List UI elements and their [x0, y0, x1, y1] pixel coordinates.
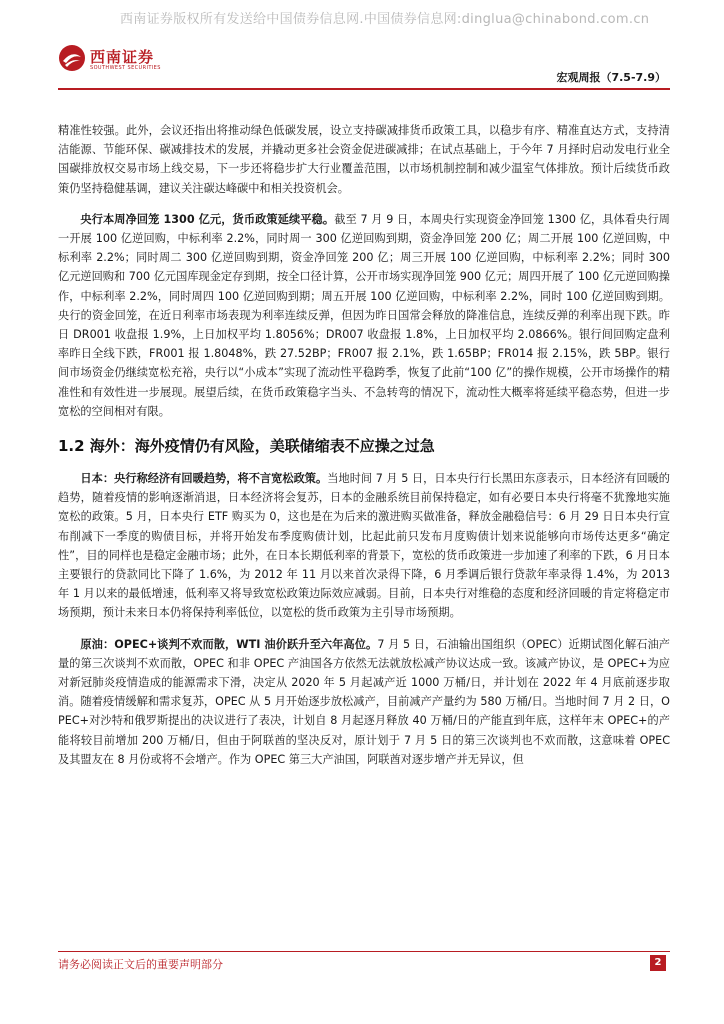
page-number: 2 — [650, 955, 666, 971]
header-divider — [58, 88, 670, 90]
section-heading: 1.2 海外：海外疫情仍有风险，美联储缩表不应操之过急 — [58, 437, 435, 456]
paragraph-lead: 原油：OPEC+谈判不欢而散，WTI 油价跃升至六年高位。 — [80, 637, 378, 651]
paragraph-open-market — [58, 210, 670, 421]
paragraph-oil — [58, 635, 670, 769]
paragraph-lead: 央行本周净回笼 1300 亿元，货币政策延续平稳。 — [80, 212, 335, 226]
watermark: 西南证券版权所有发送给中国债券信息网.中国债券信息网:dinglua@chinabond.com.cn — [120, 12, 650, 27]
report-body — [58, 121, 670, 769]
logo-name-cn: 西南证券 — [90, 48, 155, 66]
report-title: 宏观周报（7.5-7.9） — [556, 71, 666, 84]
paragraph-text: 7 月 5 日，石油输出国组织（OPEC）近期试图化解石油产量的第三次谈判不欢而散，OPEC 和非 OPEC 产油国各方依然无法就放松减产协议达成一致。该减产协议，是 OPEC+为应对新冠肺炎疫情造成的能源需求下滑，决定从 2020 年 5 月起减产近 1000 万桶/日，并计划在 2022 年 4 月底前逐步取消。随着疫情缓解和需求复苏，OPEC 从 5 月开始逐步放松减产，目前减产产量约为 580 万桶/日。当地时间 7 月 2 日，OPEC+对沙特和俄罗斯提出的决议进行了表决，计划自 8 月起逐月释放 40 万桶/日的产能直到年底，这样年末 OPEC+的产能将较目前增加 200 万桶/日，但由于阿联酋的坚决反对，原计划于 7 月 5 日的第三次谈判也不欢而散，这意味着 OPEC 及其盟友在 8 月份或将不会增产。作为 OPEC 第三大产油国，阿联酋对逐步增产并无异议，但 — [58, 637, 670, 766]
paragraph-lead: 日本：央行称经济有回暖趋势，将不言宽松政策。 — [80, 472, 328, 486]
paragraph-green-policy: 精准性较强。此外，会议还指出将推动绿色低碳发展，设立支持碳减排货币政策工具，以稳步有序、精准直达方式，支持清洁能源、节能环保、碳减排技术的发展，并撬动更多社会资金促进碳减排；在试点基础上，于今年 7 月择时启动发电行业全国碳排放权交易市场上线交易，下一步还将稳步扩大行业覆盖范围，以市场机制控制和减少温室气体排放。预计后续货币政策仍坚持稳健基调，建议关注碳达峰碳中和相关投资机会。 — [58, 124, 670, 195]
footer-divider — [58, 951, 670, 952]
paragraph-text: 截至 7 月 9 日，本周央行实现资金净回笼 1300 亿，具体看央行周一开展 100 亿逆回购，中标利率 2.2%，同时周一 300 亿逆回购到期，资金净回笼 200 亿；周二开展 100 亿逆回购，中标利率 2.2%；同时周二 300 亿逆回购到期，资金净回笼 200 亿；周三开展 100 亿逆回购，中标利率 2.2%；同时 300 亿元逆回购和 700 亿元国库现金定存到期，按全口径计算，公开市场实现净回笼 900 亿元；周四开展了 100 亿元逆回购操作，中标利率 2.2%，同时周四 100 亿逆回购到期；周五开展 100 亿逆回购，中标利率 2.2%，同时 100 亿逆回购到期。央行的资金回笼，在近日利率市场表现为利率连续反弹，但因为昨日国常会释放的降准信息，连续反弹的利率出现下跌。昨日 DR001 收盘报 1.9%，上日加权平均 1.8056%；DR007 收盘报 1.8%，上日加权平均 2.0866%。银行间回购定盘利率昨日全线下跌，FR001 报 1.8048%，跌 27.52BP；FR007 报 2.1%，跌 1.65BP；FR014 报 2.15%，跌 5BP。银行间市场资金仍继续宽松充裕，央行以“小成本”实现了流动性平稳跨季，恢复了此前“100 亿”的操作规模，公开市场操作的精准性和有效性进一步展现。展望后续，在货币政策稳字当头、不急转弯的情况下，流动性大概率将延续平稳态势，但进一步宽松的空间相对有限。 — [58, 212, 670, 418]
logo-name-en: SOUTHWEST SECURITIES — [90, 65, 161, 71]
paragraph-text: 当地时间 7 月 5 日，日本央行行长黑田东彦表示，日本经济有回暖的趋势，随着疫情的影响逐渐消退，日本经济将会复苏，日本的金融系统目前保持稳定，如有必要日本央行将毫不犹豫地实施宽松的政策。5 月，日本央行 ETF 购买为 0，这也是在为后来的激进购买做准备，释放金融稳信号：6 月 29 日日本央行宣布削减下一季度的购债目标，并将开始发布季度购债计划，比起此前只发布月度购债计划来说能够向市场传达更多“确定性”，目的同样也是稳定金融市场；此外，在日本长期低利率的背景下，宽松的货币政策进一步加速了利率的下跌，6 月日本主要银行的贷款同比下降了 1.6%，为 2012 年 11 月以来首次录得下降，6 月季调后银行贷款年率录得 1.4%，为 2013 年 1 月以来的最低增速，低利率又将导致宽松政策边际效应减弱。目前，日本央行对维稳的态度和经济回暖的肯定将稳定市场预期，预计未来日本仍将保持利率低位，以宽松的货币政策为主引导市场预期。 — [58, 472, 670, 620]
paragraph-japan — [58, 469, 670, 623]
logo-mark-icon — [58, 44, 86, 72]
company-logo — [58, 44, 178, 76]
footer-disclaimer: 请务必阅读正文后的重要声明部分 — [58, 958, 223, 971]
